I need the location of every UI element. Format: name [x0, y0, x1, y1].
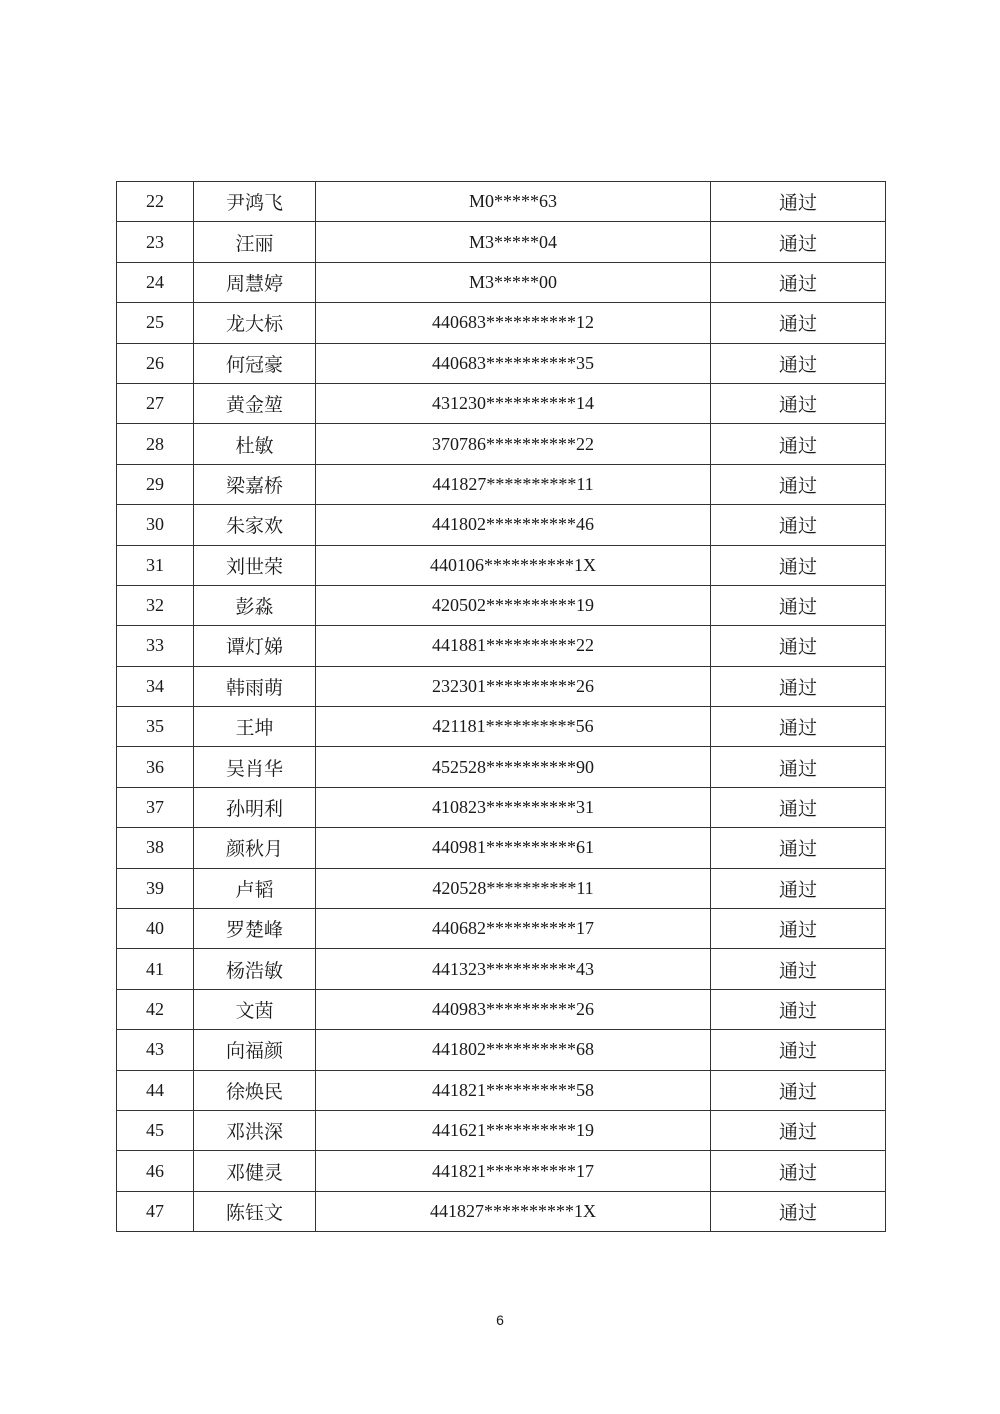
result-cell: 通过 — [711, 989, 886, 1029]
name-cell: 孙明利 — [194, 787, 316, 827]
row-number-cell: 42 — [117, 989, 194, 1029]
result-cell: 通过 — [711, 182, 886, 222]
row-number-cell: 44 — [117, 1070, 194, 1110]
table-row — [117, 747, 886, 787]
page-number: 6 — [496, 1312, 504, 1328]
row-number-cell: 23 — [117, 222, 194, 262]
name-cell: 徐焕民 — [194, 1070, 316, 1110]
id-number-cell: 441323**********43 — [316, 949, 711, 989]
result-cell: 通过 — [711, 949, 886, 989]
id-number-cell: 420528**********11 — [316, 868, 711, 908]
table-row — [117, 585, 886, 625]
name-cell: 周慧婷 — [194, 262, 316, 302]
result-cell: 通过 — [711, 383, 886, 423]
row-number-cell: 47 — [117, 1191, 194, 1231]
row-number-cell: 34 — [117, 666, 194, 706]
id-number-cell: 441802**********68 — [316, 1030, 711, 1070]
row-number-cell: 33 — [117, 626, 194, 666]
table-row — [117, 424, 886, 464]
result-cell: 通过 — [711, 464, 886, 504]
name-cell: 韩雨萌 — [194, 666, 316, 706]
id-number-cell: 441881**********22 — [316, 626, 711, 666]
row-number-cell: 36 — [117, 747, 194, 787]
table-row — [117, 707, 886, 747]
row-number-cell: 27 — [117, 383, 194, 423]
id-number-cell: M0*****63 — [316, 182, 711, 222]
result-cell: 通过 — [711, 666, 886, 706]
name-cell: 汪丽 — [194, 222, 316, 262]
table-row — [117, 787, 886, 827]
row-number-cell: 26 — [117, 343, 194, 383]
id-number-cell: 370786**********22 — [316, 424, 711, 464]
name-cell: 陈钰文 — [194, 1191, 316, 1231]
results-table — [116, 181, 886, 1232]
id-number-cell: 441821**********58 — [316, 1070, 711, 1110]
table-row — [117, 1110, 886, 1150]
name-cell: 文茵 — [194, 989, 316, 1029]
table-row — [117, 383, 886, 423]
name-cell: 王坤 — [194, 707, 316, 747]
table-row — [117, 949, 886, 989]
table-row — [117, 1070, 886, 1110]
id-number-cell: 441827**********1X — [316, 1191, 711, 1231]
result-cell: 通过 — [711, 909, 886, 949]
name-cell: 朱家欢 — [194, 505, 316, 545]
table-row — [117, 1151, 886, 1191]
result-cell: 通过 — [711, 1191, 886, 1231]
id-number-cell: 441821**********17 — [316, 1151, 711, 1191]
row-number-cell: 35 — [117, 707, 194, 747]
result-cell: 通过 — [711, 1110, 886, 1150]
name-cell: 刘世荣 — [194, 545, 316, 585]
row-number-cell: 22 — [117, 182, 194, 222]
id-number-cell: 440981**********61 — [316, 828, 711, 868]
table-row — [117, 222, 886, 262]
table-row — [117, 666, 886, 706]
id-number-cell: 420502**********19 — [316, 585, 711, 625]
name-cell: 黄金堃 — [194, 383, 316, 423]
id-number-cell: 431230**********14 — [316, 383, 711, 423]
name-cell: 邓洪深 — [194, 1110, 316, 1150]
result-cell: 通过 — [711, 424, 886, 464]
row-number-cell: 39 — [117, 868, 194, 908]
id-number-cell: 421181**********56 — [316, 707, 711, 747]
table-row — [117, 909, 886, 949]
id-number-cell: 410823**********31 — [316, 787, 711, 827]
table-row — [117, 626, 886, 666]
name-cell: 尹鸿飞 — [194, 182, 316, 222]
row-number-cell: 38 — [117, 828, 194, 868]
name-cell: 罗楚峰 — [194, 909, 316, 949]
table-row — [117, 545, 886, 585]
result-cell: 通过 — [711, 222, 886, 262]
result-cell: 通过 — [711, 1151, 886, 1191]
result-cell: 通过 — [711, 868, 886, 908]
result-cell: 通过 — [711, 828, 886, 868]
row-number-cell: 46 — [117, 1151, 194, 1191]
table-row — [117, 989, 886, 1029]
name-cell: 吴肖华 — [194, 747, 316, 787]
table-row — [117, 464, 886, 504]
id-number-cell: 441802**********46 — [316, 505, 711, 545]
table-row — [117, 262, 886, 302]
id-number-cell: 441827**********11 — [316, 464, 711, 504]
row-number-cell: 30 — [117, 505, 194, 545]
row-number-cell: 28 — [117, 424, 194, 464]
id-number-cell: 452528**********90 — [316, 747, 711, 787]
table-row — [117, 868, 886, 908]
id-number-cell: M3*****00 — [316, 262, 711, 302]
table-row — [117, 1191, 886, 1231]
row-number-cell: 43 — [117, 1030, 194, 1070]
row-number-cell: 40 — [117, 909, 194, 949]
result-cell: 通过 — [711, 343, 886, 383]
name-cell: 向福颜 — [194, 1030, 316, 1070]
id-number-cell: 440106**********1X — [316, 545, 711, 585]
id-number-cell: 440683**********12 — [316, 303, 711, 343]
id-number-cell: 440683**********35 — [316, 343, 711, 383]
result-cell: 通过 — [711, 545, 886, 585]
table-row — [117, 182, 886, 222]
result-cell: 通过 — [711, 303, 886, 343]
name-cell: 彭淼 — [194, 585, 316, 625]
id-number-cell: 440682**********17 — [316, 909, 711, 949]
name-cell: 何冠豪 — [194, 343, 316, 383]
row-number-cell: 24 — [117, 262, 194, 302]
result-cell: 通过 — [711, 262, 886, 302]
row-number-cell: 31 — [117, 545, 194, 585]
row-number-cell: 45 — [117, 1110, 194, 1150]
row-number-cell: 29 — [117, 464, 194, 504]
table-row — [117, 303, 886, 343]
table-row — [117, 828, 886, 868]
result-cell: 通过 — [711, 585, 886, 625]
id-number-cell: 232301**********26 — [316, 666, 711, 706]
row-number-cell: 32 — [117, 585, 194, 625]
name-cell: 龙大标 — [194, 303, 316, 343]
row-number-cell: 25 — [117, 303, 194, 343]
result-cell: 通过 — [711, 626, 886, 666]
table-row — [117, 343, 886, 383]
result-cell: 通过 — [711, 1030, 886, 1070]
name-cell: 卢韬 — [194, 868, 316, 908]
id-number-cell: M3*****04 — [316, 222, 711, 262]
name-cell: 杨浩敏 — [194, 949, 316, 989]
name-cell: 杜敏 — [194, 424, 316, 464]
results-table-body — [117, 182, 886, 1232]
result-cell: 通过 — [711, 505, 886, 545]
row-number-cell: 41 — [117, 949, 194, 989]
name-cell: 颜秋月 — [194, 828, 316, 868]
name-cell: 谭灯娣 — [194, 626, 316, 666]
name-cell: 邓健灵 — [194, 1151, 316, 1191]
result-cell: 通过 — [711, 707, 886, 747]
result-cell: 通过 — [711, 1070, 886, 1110]
row-number-cell: 37 — [117, 787, 194, 827]
name-cell: 梁嘉桥 — [194, 464, 316, 504]
result-cell: 通过 — [711, 747, 886, 787]
id-number-cell: 440983**********26 — [316, 989, 711, 1029]
result-cell: 通过 — [711, 787, 886, 827]
table-row — [117, 1030, 886, 1070]
id-number-cell: 441621**********19 — [316, 1110, 711, 1150]
table-row — [117, 505, 886, 545]
